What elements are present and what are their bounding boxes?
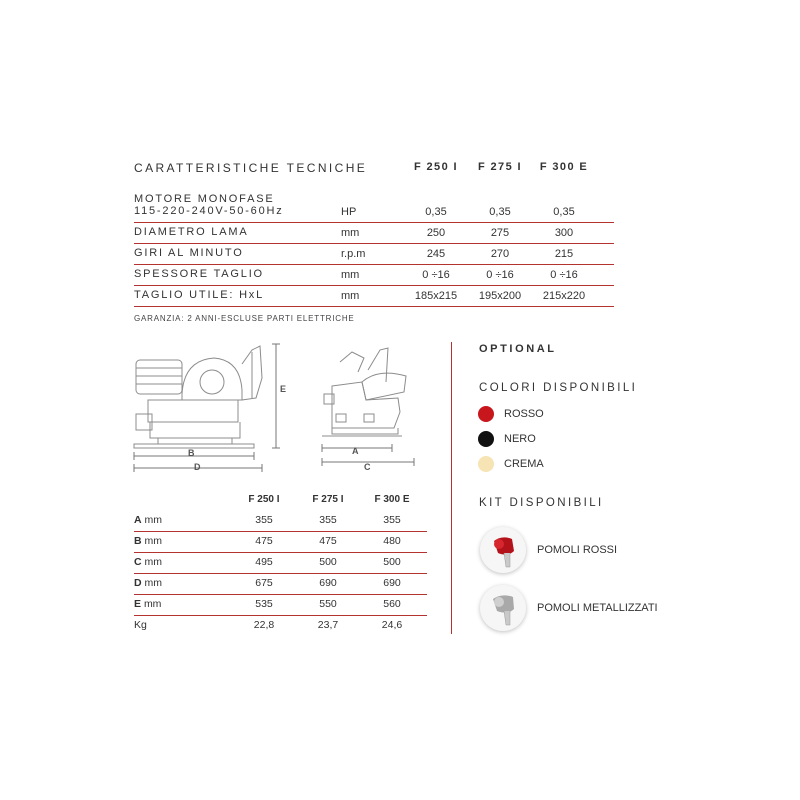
spec-unit: r.p.m [341, 248, 366, 260]
dims-value: 550 [319, 598, 337, 610]
dims-value: 23,7 [317, 619, 339, 631]
spec-table-title: CARATTERISTICHE TECNICHE [134, 161, 368, 175]
dim-label-c: C [364, 462, 371, 472]
dims-row-a [134, 510, 427, 532]
spec-model-header: F 250 I [413, 161, 459, 173]
spec-model-header: F 300 E [539, 161, 589, 173]
color-swatch-black [478, 431, 494, 447]
dims-model-header: F 300 E [374, 494, 410, 505]
spec-value: 250 [426, 227, 446, 239]
dims-value: 355 [383, 514, 401, 526]
spec-value: 215 [554, 248, 574, 260]
spec-row-blade [134, 222, 614, 244]
dims-value: 355 [255, 514, 273, 526]
spec-value: 300 [554, 227, 574, 239]
spec-value: 185x215 [414, 290, 458, 302]
dims-label: C mm [134, 556, 163, 568]
front-view-drawing [128, 338, 288, 474]
dims-label: B mm [134, 535, 163, 547]
kit-label-red: POMOLI ROSSI [537, 544, 618, 556]
spec-value: 215x220 [542, 290, 586, 302]
spec-row-thickness [134, 264, 614, 286]
optional-title: OPTIONAL [479, 343, 557, 355]
dims-value: 675 [255, 577, 273, 589]
spec-value: 0 ÷16 [422, 269, 450, 281]
panel-divider [451, 342, 452, 634]
dims-row-e [134, 594, 427, 616]
side-view-drawing [318, 342, 418, 474]
spec-label: TAGLIO UTILE: HxL [134, 289, 265, 301]
dims-value: 500 [383, 556, 401, 568]
kit-image-metal [480, 585, 526, 631]
spec-value: 0,35 [489, 206, 511, 218]
spec-value: 275 [490, 227, 510, 239]
dims-value: 24,6 [381, 619, 403, 631]
spec-model-header: F 275 I [477, 161, 523, 173]
spec-row-cut [134, 285, 614, 307]
color-swatch-red [478, 406, 494, 422]
dims-label: E mm [134, 598, 162, 610]
spec-row-motor [134, 192, 614, 223]
dims-value: 690 [383, 577, 401, 589]
dims-row-d [134, 573, 427, 595]
metal-knob-icon [480, 585, 526, 631]
dims-value: 475 [319, 535, 337, 547]
dims-value: 535 [255, 598, 273, 610]
spec-value: 270 [490, 248, 510, 260]
dims-value: 480 [383, 535, 401, 547]
dim-label-d: D [194, 462, 201, 472]
color-label-red: ROSSO [504, 408, 544, 420]
spec-value: 245 [426, 248, 446, 260]
color-label-black: NERO [504, 433, 536, 445]
dim-label-e: E [280, 384, 287, 394]
spec-label-sub: 115-220-240V-50-60Hz [134, 205, 284, 217]
spec-value: 0 ÷16 [550, 269, 578, 281]
dims-value: 495 [255, 556, 273, 568]
kit-label-metal: POMOLI METALLIZZATI [537, 602, 658, 614]
dims-label: D mm [134, 577, 163, 589]
dims-model-header: F 275 I [312, 494, 344, 505]
dim-label-a: A [352, 446, 359, 456]
spec-value: 195x200 [478, 290, 522, 302]
kits-title: KIT DISPONIBILI [479, 497, 604, 509]
dims-value: 500 [319, 556, 337, 568]
spec-value: 0 ÷16 [486, 269, 514, 281]
spec-unit: mm [341, 269, 360, 281]
guarantee-note: GARANZIA: 2 ANNI-ESCLUSE PARTI ELETTRICHE [134, 314, 355, 323]
color-label-cream: CREMA [504, 458, 544, 470]
spec-unit: mm [341, 290, 360, 302]
dim-label-b: B [188, 448, 195, 458]
dims-row-b [134, 531, 427, 553]
spec-label: SPESSORE TAGLIO [134, 268, 264, 280]
color-swatch-cream [478, 456, 494, 472]
spec-unit: mm [341, 227, 360, 239]
spec-label: DIAMETRO LAMA [134, 226, 249, 238]
colors-title: COLORI DISPONIBILI [479, 382, 638, 394]
dims-value: 475 [255, 535, 273, 547]
dims-label: Kg [134, 619, 147, 631]
dims-label: A mm [134, 514, 163, 526]
dims-model-header: F 250 I [248, 494, 280, 505]
dims-value: 22,8 [253, 619, 275, 631]
spec-unit: HP [341, 206, 357, 218]
spec-label: MOTORE MONOFASE [134, 193, 275, 205]
spec-value: 0,35 [553, 206, 575, 218]
dims-row-c [134, 552, 427, 574]
dims-value: 690 [319, 577, 337, 589]
spec-value: 0,35 [425, 206, 447, 218]
spec-label: GIRI AL MINUTO [134, 247, 244, 259]
spec-row-rpm [134, 243, 614, 265]
red-knob-icon [480, 527, 526, 573]
dims-row-weight [134, 615, 427, 636]
kit-image-red [480, 527, 526, 573]
dims-value: 355 [319, 514, 337, 526]
dims-value: 560 [383, 598, 401, 610]
